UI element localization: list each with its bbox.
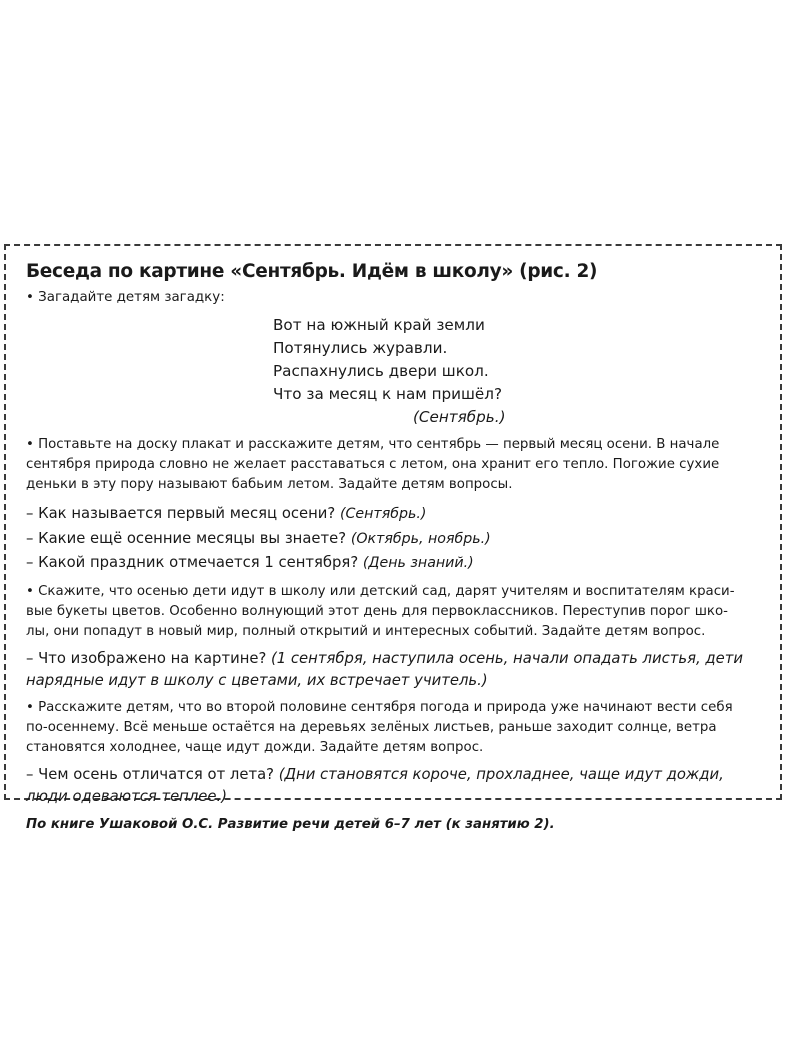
question-item xyxy=(26,764,762,808)
answer-text: (День знаний.) xyxy=(362,555,474,571)
question-text: – Что изображено на картине? xyxy=(26,649,272,667)
question-text: – Чем осень отличатся от лета? xyxy=(26,765,279,783)
question-list xyxy=(26,502,762,576)
riddle-poem xyxy=(273,314,762,429)
question-text: – Какие ещё осенние месяцы вы знаете? xyxy=(26,529,351,547)
paragraph-late-september xyxy=(26,698,762,758)
paragraph-line: • Скажите, что осенью дети идут в школу или детский сад, дарят учителям и воспитателям краси- xyxy=(26,583,735,599)
riddle-answer: (Сентябрь.) xyxy=(413,408,506,426)
paragraph-line: становятся холоднее, чаще идут дожди. Задайте детям вопрос. xyxy=(26,739,484,755)
paragraph-line: лы, они попадут в новый мир, полный открытий и интересных событий. Задайте детям вопрос. xyxy=(26,623,706,639)
question-item xyxy=(26,502,762,527)
riddle-line: Что за месяц к нам пришёл? xyxy=(273,385,503,403)
paragraph-line: по-осеннему. Всё меньше остаётся на деревьях зелёных листьев, раньше заходит солнце, ветра xyxy=(26,719,717,735)
question-item xyxy=(26,527,762,552)
answer-text: (Сентябрь.) xyxy=(339,506,427,522)
riddle-line: Распахнулись двери школ. xyxy=(273,362,489,380)
paragraph-line: сентября природа словно не желает расставаться с летом, она хранит его тепло. Погожие сухие xyxy=(26,457,720,472)
riddle-intro: • Загадайте детям загадку: xyxy=(26,290,225,305)
answer-text: (1 сентября, наступила осень, начали опадать листья, дети xyxy=(271,649,743,667)
question-text: – Какой праздник отмечается 1 сентября? xyxy=(26,554,363,571)
question-item xyxy=(26,648,762,692)
riddle-line: Потянулись журавли. xyxy=(273,339,448,357)
lesson-title: Беседа по картине «Сентябрь. Идём в школу» (рис. 2) xyxy=(26,261,598,282)
paragraph-school xyxy=(26,582,762,642)
question-line xyxy=(26,764,762,786)
paragraph-line: • Расскажите детям, что во второй половине сентября погода и природа уже начинают вести себя xyxy=(26,699,733,715)
question-item xyxy=(26,551,762,576)
question-text: – Как называется первый месяц осени? xyxy=(26,505,340,522)
paragraph-line: • Поставьте на доску плакат и расскажите детям, что сентябрь — первый месяц осени. В начале xyxy=(26,437,720,452)
paragraph-line: деньки в эту пору называют бабьим летом. Задайте детям вопросы. xyxy=(26,477,513,492)
question-line xyxy=(26,648,762,670)
source-citation: По книге Ушаковой О.С. Развитие речи детей 6–7 лет (к занятию 2). xyxy=(26,816,555,832)
riddle-line: Вот на южный край земли xyxy=(273,316,485,334)
paragraph-september xyxy=(26,435,762,495)
answer-text: (Дни становятся короче, прохладнее, чаще идут дожди, xyxy=(278,765,724,783)
answer-text: люди одеваются теплее.) xyxy=(26,787,227,805)
lesson-card xyxy=(4,244,782,832)
answer-text: нарядные идут в школу с цветами, их встречает учитель.) xyxy=(26,671,488,689)
answer-text: (Октябрь, ноябрь.) xyxy=(350,530,491,547)
paragraph-line: вые букеты цветов. Особенно волнующий этот день для первоклассников. Переступив порог шко- xyxy=(26,603,728,619)
